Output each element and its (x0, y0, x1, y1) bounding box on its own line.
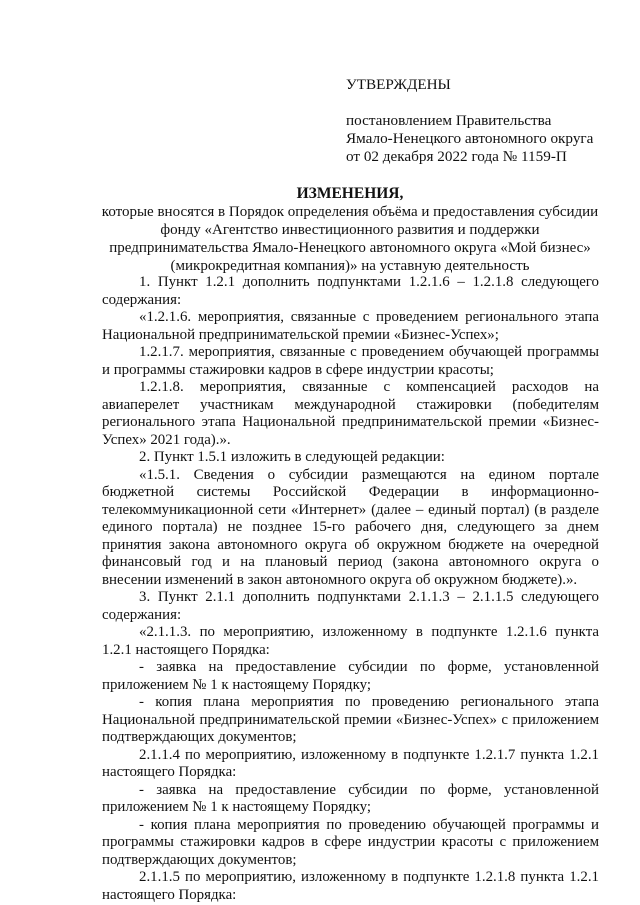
approval-line: постановлением Правительства (346, 112, 552, 129)
paragraph: 2.1.1.5 по мероприятию, изложенному в подпункте 1.2.1.8 пункта 1.2.1 настоящего Порядка: (102, 869, 599, 903)
paragraph: 2. Пункт 1.5.1 изложить в следующей редакции: (139, 449, 445, 465)
paragraph: «1.5.1. Сведения о субсидии размещаются на едином портале бюджетной системы Российской Федерации в информационно-телекоммуникационной сети «Интернет» (далее – единый портал) (в разделе единого портала) не позднее 15-го рабочего дня, следующего за днем принятия закона автономного округа об окружном бюджете на очередной финансовый год и на плановый период (закона автономного округа о внесении изменений в закон автономного округа об окружном бюджете).». (102, 466, 599, 588)
approval-line: Ямало-Ненецкого автономного округа (346, 130, 594, 147)
paragraph: - копия плана мероприятия по проведению обучающей программы и программы стажировки кадров в сфере индустрии красоты с приложением подтверждающих документов; (102, 816, 599, 868)
paragraph: «1.2.1.6. мероприятия, связанные с проведением регионального этапа Национальной предпринимательской премии «Бизнес-Успех»; (102, 309, 599, 343)
approval-line: от 02 декабря 2022 года № 1159-П (346, 148, 567, 165)
paragraph: 2.1.1.4 по мероприятию, изложенному в подпункте 1.2.1.7 пункта 1.2.1 настоящего Порядка: (102, 746, 599, 780)
paragraph: - копия плана мероприятия по проведению регионального этапа Национальной предпринимательской премии «Бизнес-Успех» с приложением подтверждающих документов; (102, 694, 599, 745)
document-title: ИЗМЕНЕНИЯ, (296, 185, 404, 202)
paragraph: 1. Пункт 1.2.1 дополнить подпунктами 1.2.1.6 – 1.2.1.8 следующего содержания: (102, 274, 599, 308)
paragraph: 3. Пункт 2.1.1 дополнить подпунктами 2.1.1.3 – 2.1.1.5 следующего содержания: (102, 589, 599, 623)
paragraph: «2.1.1.3. по мероприятию, изложенному в подпункте 1.2.1.6 пункта 1.2.1 настоящего Порядка: (102, 624, 599, 658)
approval-block (346, 76, 636, 166)
paragraph: - заявка на предоставление субсидии по форме, установленной приложением № 1 к настоящему Порядку; (102, 781, 599, 815)
document-subtitle: которые вносятся в Порядок определения объёма и предоставления субсидии фонду «Агентство инвестиционного развития и поддержки предпринимательства Ямало-Ненецкого автономного округа «Мой бизнес» (микрокредитная компания)» на уставную деятельность (101, 204, 599, 274)
paragraph: 1.2.1.7. мероприятия, связанные с проведением обучающей программы и программы стажировки кадров в сфере индустрии красоты; (102, 344, 599, 378)
approval-heading: УТВЕРЖДЕНЫ (346, 76, 451, 93)
document-body (102, 274, 599, 904)
paragraph: - заявка на предоставление субсидии по форме, установленной приложением № 1 к настоящему Порядку; (102, 659, 599, 693)
paragraph: 1.2.1.8. мероприятия, связанные с компенсацией расходов на авиаперелет участникам международной стажировки (победителям регионального этапа Национальной предпринимательской премии «Бизнес-Успех» 2021 года).». (102, 379, 599, 448)
